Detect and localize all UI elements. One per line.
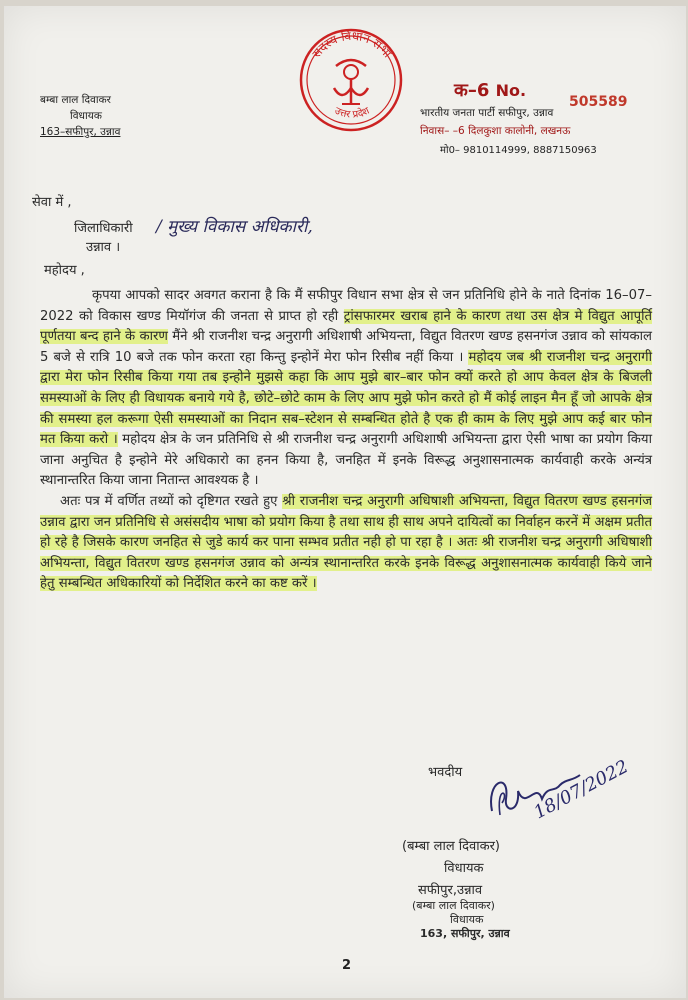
recipient: जिलाधिकारी — [74, 221, 133, 236]
p1-segment: ट्रांसफारमर खराब हाने के कारण तथा उस क्षेत्र मे विद्युत आपूर्ति पूर्णतया बन्द हाने के कारण — [40, 308, 653, 345]
sender-constituency: 163–सफीपुर, उन्नाव — [40, 126, 121, 138]
address-label: निवास– –6 — [420, 125, 465, 137]
p1-segment: महोदय जब श्री राजनीश चन्द्र अनुरागी द्वारा मेरा फोन रिसीब किया गया तब इन्होने मुझसे कहा कि आप मुझे बार–बार फोन क्यों करते हो आप केवल क्षेत्र के बिजली समस्याओं के लिए ही विधायक बनाये गये है, छोटे–छोटे काम के लिए आप मुझे फोन करते हो मैं कोई लाइन मैन हूँ जो आपके क्षेत्र की समस्या हल करूगा ऐसी समस्याओं का निदान सब–स्टेशन से सम्बन्धित होते है एक ही काम के लिए मुझे आप कई बार फोन मत किया करो । — [40, 349, 652, 448]
sender-block — [40, 92, 120, 140]
p2-segment: अतः पत्र में वर्णित तथ्यों को दृष्टिगत रखते हुए — [60, 493, 283, 509]
sender-name: बम्बा लाल दिवाकर — [40, 94, 111, 106]
recipient-handwritten: / मुख्य विकास अधिकारी, — [156, 217, 313, 237]
party-line: भारतीय जनता पार्टी सफीपुर, उन्नाव — [420, 107, 554, 119]
sender-designation: विधायक — [70, 110, 102, 122]
stamp-line-2: विधायक — [450, 913, 484, 926]
official-stamp — [412, 899, 510, 941]
seva-me: सेवा में , — [32, 195, 72, 210]
closing-place: सफीपुर,उन्नाव — [418, 883, 483, 898]
letter-page — [4, 6, 686, 998]
p2-segment: श्री राजनीश चन्द्र अनुरागी अधिषाशी अभियन्ता, विद्युत वितरण खण्ड हसनगंज उन्नाव द्वारा जन प्रतिनिधि से असंसदीय भाषा को प्रयोग किया है तथा साथ ही साथ अपने दायित्वों का निर्वाहन करनें में अक्षम प्रतीत हो रहे है जिसके कारण जनहित से जुडे कार्य कर पाना सम्भव प्रतीत नही हो पा रहा है । अतः श्री राजनीश चन्द्र अनुरागी अधिषाशी अभियन्ता, विद्युत वितरण खण्ड हसनगंज उन्नाव को अन्यंत्र स्थानान्तरित करके इनके विरूद्ध अनुशासनात्मक कार्यवाही किये जाने हेतु सम्बन्धित अधिकारियों को निर्देशित करने का कष्ट करें । — [40, 493, 652, 592]
signature-date: 18/07/2022 — [530, 756, 632, 824]
ref-no: No. — [495, 81, 527, 100]
stamp-line-3: 163, सफीपुर, उन्नाव — [420, 927, 510, 940]
closing-designation: विधायक — [444, 861, 484, 876]
signature-icon — [480, 741, 660, 831]
seal-top-text: सदस्य विधान सभा — [309, 28, 395, 61]
ref-label: क–6 — [454, 80, 490, 101]
page-number: 2 — [342, 958, 352, 973]
closing-name: (बम्बा लाल दिवाकर) — [402, 839, 501, 854]
letter-body — [40, 286, 652, 595]
seal-bottom-text: उत्तर प्रदेश — [332, 105, 372, 121]
paragraph-1 — [40, 286, 652, 492]
reference-label — [454, 78, 526, 102]
mobile-line: मो0– 9810114999, 8887150963 — [440, 145, 597, 156]
bhavdiya: भवदीय — [428, 765, 463, 780]
stamp-line-1: (बम्बा लाल दिवाकर) — [412, 899, 495, 912]
p1-segment: महोदय क्षेत्र के जन प्रतिनिधि से श्री राजनीश चन्द्र अनुरागी अधिशाषी अभियन्ता द्वारा ऐसी भाषा का प्रयोग किया जाना अनुचित है इन्होने मेरे अधिकारो का हनन किया है, जनहित में इनके विरूद्ध अनुशासनात्मक कार्यवाही करके अन्यंत्र स्थानान्तरित किया जाना नितान्त आवश्यक है । — [40, 432, 652, 489]
svg-text:सदस्य विधान सभा — [309, 29, 395, 61]
p1-segment: मैंने श्री राजनीश चन्द्र अनुरागी अधिशाषी अभियन्ता, विद्युत वितरण खण्ड हसनगंज उन्नाव को सांयकाल 5 बजे से रात्रि 10 बजे तक फोन करता रहा किन्तु इन्होनें मेरा फोन रिसीब नहीं किया । — [40, 329, 652, 365]
p1-segment: कृपया आपको सादर अवगत कराना है कि मैं सफीपुर विधान सभा क्षेत्र से जन प्रतिनिधि होने के नाते दिनांक 16–07–2022 को विकास खण्ड मियॉगंज की जनता से प्राप्त हो रही — [40, 288, 652, 324]
ref-number: 505589 — [569, 94, 628, 110]
paragraph-2 — [40, 492, 652, 595]
address-value: दिलकुशा कालोनी, लखनऊ — [468, 125, 571, 137]
address-line — [420, 124, 570, 138]
mahoday: महोदय , — [44, 263, 85, 278]
recipient-place: उन्नाव । — [86, 240, 121, 255]
svg-text:उत्तर प्रदेश — [333, 106, 372, 121]
assembly-seal-icon — [292, 18, 410, 136]
